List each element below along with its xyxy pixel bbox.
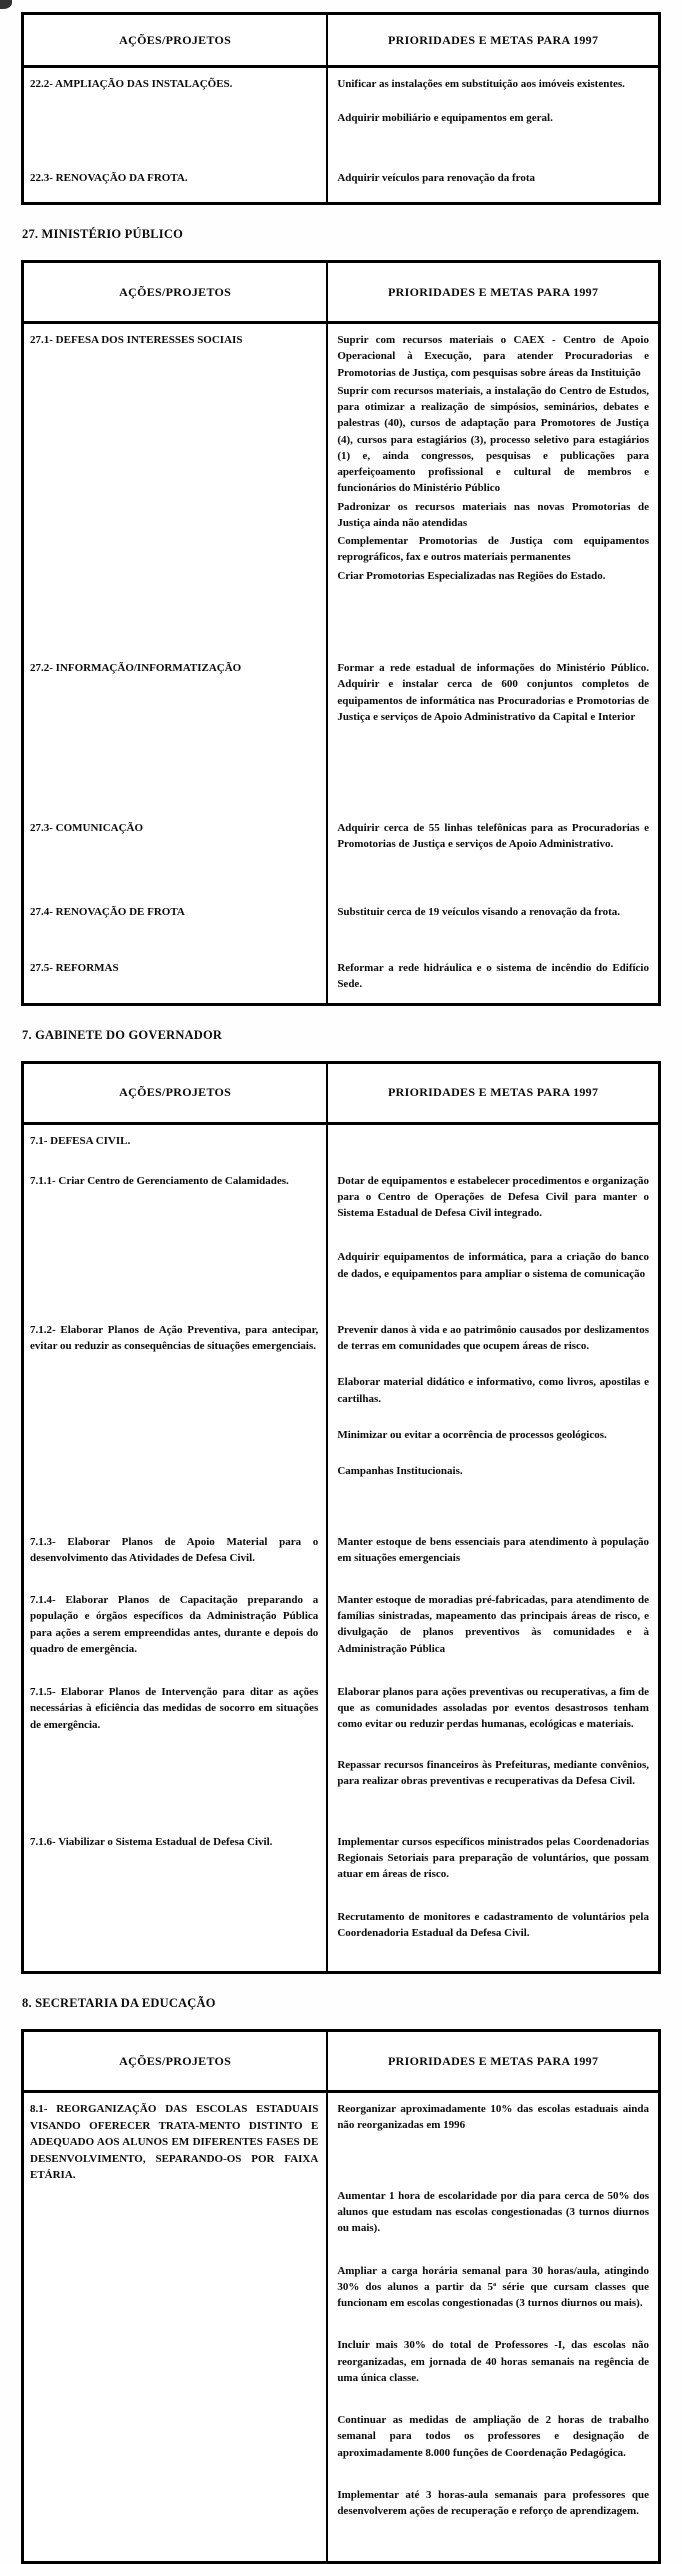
table (21, 2029, 661, 2564)
goals-cell (328, 652, 658, 812)
action-cell: 22.3- RENOVAÇÃO DA FROTA. (24, 162, 328, 202)
section-heading: 8. SECRETARIA DA EDUCAÇÃO (22, 1996, 216, 2011)
table (21, 260, 661, 1006)
goals-cell (328, 2093, 658, 2561)
goals-cell (328, 1165, 658, 1314)
goal-paragraph: Repassar recursos financeiros às Prefeituras, mediante convênios, para realizar obras preventivas e recuperativas da Defesa Civil. (337, 1758, 649, 1787)
goal-paragraph: Manter estoque de bens essenciais para atendimento à população em situações emergenciais (337, 1535, 649, 1565)
goals-cell (328, 812, 658, 896)
action-cell: 8.1- REORGANIZAÇÃO DAS ESCOLAS ESTADUAIS VISANDO OFERECER TRATA-MENTO DISTINTO E ADEQUADO AOS ALUNOS EM DIFERENTES FASES DE DESENVOLVIMENTO, SEPARANDO-OS POR FAIXA ETÁRIA. (24, 2093, 328, 2561)
goals-cell (328, 952, 658, 1003)
column-header-priorities: PRIORIDADES E METAS PARA 1997 (388, 32, 599, 47)
action-cell: 27.4- RENOVAÇÃO DE FROTA (24, 896, 328, 952)
column-header-priorities: PRIORIDADES E METAS PARA 1997 (388, 1085, 599, 1100)
action-cell: 7.1.4- Elaborar Planos de Capacitação preparando a população e órgãos específicos da Administração Pública para ações a serem empreendidas antes, durante e depois do quadro de emergência. (24, 1584, 328, 1676)
goal-paragraph: Dotar de equipamentos e estabelecer procedimentos e organização para o Centro de Operações de Defesa Civil para manter o Sistema Estadual de Defesa Civil integrado. (337, 1174, 649, 1220)
action-cell: 7.1.5- Elaborar Planos de Intervenção para ditar as ações necessárias à eficiência das medidas de socorro em situações de emergência. (24, 1676, 328, 1826)
goals-cell (328, 1676, 658, 1826)
goal-paragraph: Suprir com recursos materiais o CAEX - Centro de Apoio Operacional à Execução, para atender Procuradorias e Promotorias de Justiça, com pesquisas sobre áreas da Instituição (337, 334, 649, 379)
goal-paragraph: Substituir cerca de 19 veículos visando a renovação da frota. (337, 906, 621, 918)
goal-paragraph: Adquirir veículos para renovação da frota (337, 172, 536, 184)
action-cell: 7.1.6- Viabilizar o Sistema Estadual de Defesa Civil. (24, 1826, 328, 1971)
table-row (24, 952, 658, 1003)
table-header-row (24, 263, 658, 324)
table-row (24, 324, 658, 652)
table-row (24, 2093, 658, 2561)
table-row (24, 652, 658, 812)
action-cell: 7.1.2- Elaborar Planos de Ação Preventiva, para antecipar, evitar ou reduzir as consequências de situações emergenciais. (24, 1314, 328, 1526)
goal-paragraph: Complementar Promotorias de Justiça com equipamentos reprográficos, fax e outros materiais permanentes (337, 535, 649, 564)
column-header-actions: AÇÕES/PROJETOS (24, 15, 328, 65)
table (21, 1061, 661, 1975)
goal-paragraph: Implementar até 3 horas-aula semanais para professores que desenvolverem ações de recuperação e reforço de aprendizagem. (337, 2488, 649, 2518)
goals-cell (328, 1826, 658, 1971)
table-row (24, 162, 658, 202)
column-header-priorities: PRIORIDADES E METAS PARA 1997 (388, 284, 599, 299)
table-row (24, 1676, 658, 1826)
action-cell: 27.3- COMUNICAÇÃO (24, 812, 328, 896)
goal-paragraph: Recrutamento de monitores e cadastramento de voluntários pela Coordenadoria Estadual da Defesa Civil. (337, 1910, 649, 1939)
goals-cell (328, 162, 658, 202)
goal-paragraph: Aumentar 1 hora de escolaridade por dia para cerca de 50% dos alunos que estudam nas escolas congestionadas (3 turnos diurnos ou mais). (337, 2189, 649, 2235)
action-cell: 27.2- INFORMAÇÃO/INFORMATIZAÇÃO (24, 652, 328, 812)
goal-paragraph: Reformar a rede hidráulica e o sistema de incêndio do Edifício Sede. (337, 962, 649, 991)
goal-paragraph: Criar Promotorias Especializadas nas Regiões do Estado. (337, 569, 606, 582)
table-row (24, 1584, 658, 1676)
goals-cell (328, 324, 658, 652)
action-cell: 27.1- DEFESA DOS INTERESSES SOCIAIS (24, 324, 328, 652)
goals-cell (328, 68, 658, 162)
goal-paragraph: Suprir com recursos materiais, a instalação do Centro de Estudos, para otimizar a realização de simpósios, seminários, debates e palestras (40), cursos de adaptação para Promotores de Justiça (4), cursos para estagiários (3), processo seletivo para estagiários (1) e, ainda congressos, pesquisas e publicações para aperfeiçoamento profissional e cultural de membros e funcionários do Ministério Público (337, 384, 649, 495)
table-row (24, 812, 658, 896)
goal-paragraph: Padronizar os recursos materiais nas novas Promotorias de Justiça ainda não atendidas (337, 500, 649, 529)
column-header-actions: AÇÕES/PROJETOS (24, 2032, 328, 2090)
table-row (24, 1314, 658, 1526)
goal-paragraph: Ampliar a carga horária semanal para 30 horas/aula, atingindo 30% dos alunos a partir da 5ª série que cursam classes que funcionam em escolas congestionadas (3 turnos diurnos ou mais). (337, 2264, 649, 2310)
action-cell: 22.2- AMPLIAÇÃO DAS INSTALAÇÕES. (24, 68, 328, 162)
action-cell: 7.1- DEFESA CIVIL. (24, 1125, 328, 1165)
goals-cell (328, 1584, 658, 1676)
table-row (24, 1526, 658, 1584)
goal-paragraph: Formar a rede estadual de informações do Ministério Público. Adquirir e instalar cerca de 600 conjuntos completos de equipamentos de informática nas Procuradorias e Promotorias de Justiça e serviços de Apoio Administrativo da Capital e Interior (337, 662, 649, 723)
table (21, 12, 661, 205)
table-row (24, 1165, 658, 1314)
table-row (24, 1826, 658, 1971)
table-header-row (24, 2032, 658, 2093)
goal-paragraph: Prevenir danos à vida e ao patrimônio causados por deslizamentos de terras em comunidades que ocupem áreas de risco. (337, 1323, 649, 1353)
column-header-actions: AÇÕES/PROJETOS (24, 263, 328, 321)
section-heading: 7. GABINETE DO GOVERNADOR (22, 1027, 223, 1042)
goals-cell (328, 1314, 658, 1526)
goal-paragraph: Unificar as instalações em substituição aos imóveis existentes. (337, 78, 625, 90)
goal-paragraph: Elaborar material didático e informativo, como livros, apostilas e cartilhas. (337, 1376, 649, 1405)
goal-paragraph: Minimizar ou evitar a ocorrência de processos geológicos. (337, 1428, 607, 1441)
column-header-priorities: PRIORIDADES E METAS PARA 1997 (388, 2053, 599, 2068)
action-cell: 7.1.3- Elaborar Planos de Apoio Material para o desenvolvimento das Atividades de Defesa Civil. (24, 1526, 328, 1584)
table-row (24, 68, 658, 162)
action-cell: 7.1.1- Criar Centro de Gerenciamento de Calamidades. (24, 1165, 328, 1314)
goals-cell (328, 1125, 658, 1165)
goal-paragraph: Manter estoque de moradias pré-fabricadas, para atendimento de famílias sinistradas, mapeamento das principais áreas de risco, e divulgação de planos preventivos às comunidades e à Administração Pública (337, 1593, 649, 1655)
goal-paragraph: Elaborar planos para ações preventivas ou recuperativas, a fim de que as comunidades assoladas por eventos desastrosos tenham como evitar ou reduzir perdas humanas, ecológicas e materiais. (337, 1685, 649, 1731)
goal-paragraph: Adquirir cerca de 55 linhas telefônicas para as Procuradorias e Promotorias de Justiça e serviços de Apoio Administrativo. (337, 822, 649, 851)
action-cell: 27.5- REFORMAS (24, 952, 328, 1003)
goal-paragraph: Adquirir equipamentos de informática, para a criação do banco de dados, e equipamentos para ampliar o sistema de comunicação (337, 1251, 649, 1280)
goal-paragraph: Incluir mais 30% do total de Professores -I, das escolas não reorganizadas, em jornada de 40 horas semanais na regência de uma única classe. (337, 2339, 649, 2384)
table-row (24, 1125, 658, 1165)
section-heading: 27. MINISTÉRIO PÚBLICO (22, 227, 184, 241)
goal-paragraph: Continuar as medidas de ampliação de 2 horas de trabalho semanal para todos os professores e designação de aproximadamente 8.000 funções de Coordenação Pedagógica. (337, 2414, 649, 2459)
table-header-row (24, 15, 658, 68)
table-header-row (24, 1064, 658, 1125)
goal-paragraph: Reorganizar aproximadamente 10% das escolas estaduais ainda não reorganizadas em 1996 (337, 2103, 649, 2132)
column-header-actions: AÇÕES/PROJETOS (24, 1064, 328, 1122)
goal-paragraph: Implementar cursos específicos ministrados pelas Coordenadorias Regionais Setoriais para preparação de voluntários, que possam atuar em áreas de risco. (337, 1835, 649, 1881)
table-row (24, 896, 658, 952)
goals-cell (328, 1526, 658, 1584)
goal-paragraph: Campanhas Institucionais. (337, 1465, 463, 1478)
goals-cell (328, 896, 658, 952)
goal-paragraph: Adquirir mobiliário e equipamentos em geral. (337, 112, 553, 125)
